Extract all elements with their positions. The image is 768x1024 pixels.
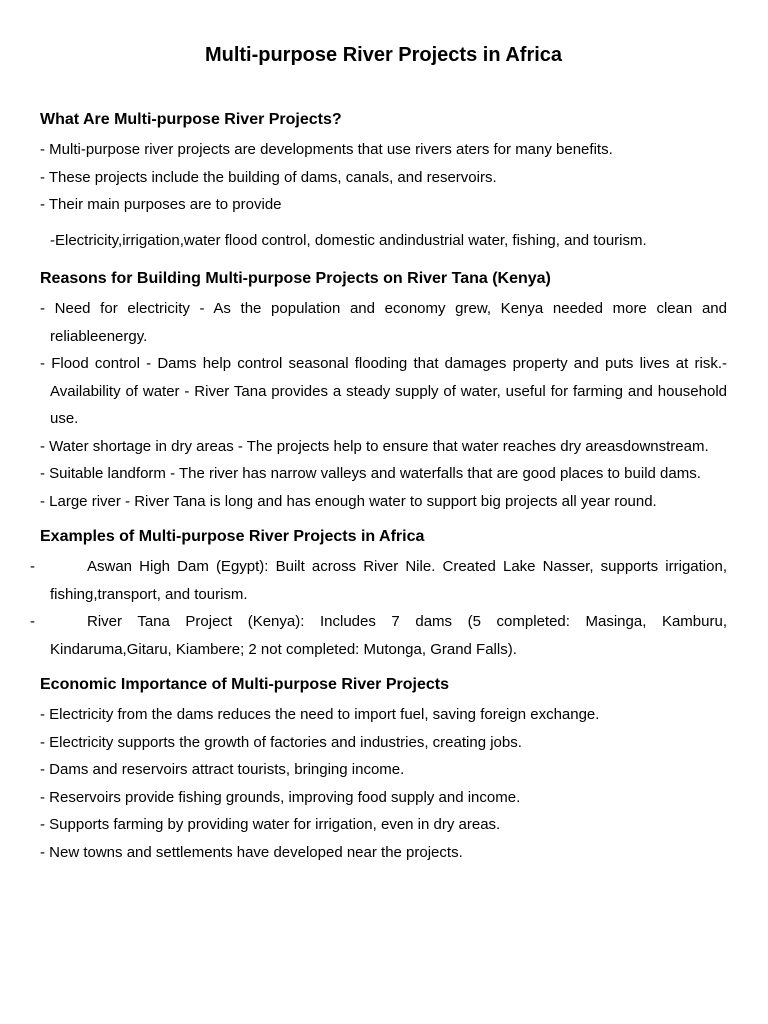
page-title: Multi-purpose River Projects in Africa xyxy=(204,44,563,66)
reasons-list xyxy=(40,295,727,515)
list-dash: - xyxy=(30,558,35,575)
list-item: - Water shortage in dry areas - The projects help to ensure that water reaches dry areasdownstream. xyxy=(40,437,709,455)
examples-list xyxy=(30,553,727,663)
list-item: - Their main purposes are to provide xyxy=(40,196,282,213)
example-text: Aswan High Dam (Egypt): Built across River Nile. Created Lake Nasser, supports irrigation, fishing,transport, and tourism. xyxy=(50,558,727,603)
list-item: - Large river - River Tana is long and has enough water to support big projects all year round. xyxy=(40,492,657,510)
section-heading-reasons: Reasons for Building Multi-purpose Projects on River Tana (Kenya) xyxy=(40,270,551,287)
definition-list xyxy=(40,136,727,219)
list-item: - Multi-purpose river projects are developments that use rivers aters for many benefits. xyxy=(40,141,613,158)
list-item: - Reservoirs provide fishing grounds, improving food supply and income. xyxy=(40,788,521,806)
list-dash: - xyxy=(30,613,35,630)
list-item: - Need for electricity - As the population and economy grew, Kenya needed more clean and reliableenergy. xyxy=(40,300,727,345)
section-heading-economic: Economic Importance of Multi-purpose River Projects xyxy=(40,676,449,693)
list-item: - Suitable landform - The river has narrow valleys and waterfalls that are good places to build dams. xyxy=(40,465,701,482)
list-item: - Flood control - Dams help control seasonal flooding that damages property and puts lives at risk.- Availability of water - River Tana provides a steady supply of water, useful for farming and household use. xyxy=(40,355,727,427)
economic-list xyxy=(40,701,727,866)
list-item: - Supports farming by providing water for irrigation, even in dry areas. xyxy=(40,816,501,833)
list-item: - Dams and reservoirs attract tourists, bringing income. xyxy=(40,761,405,778)
list-item: - New towns and settlements have developed near the projects. xyxy=(40,843,463,861)
section-heading-definition: What Are Multi-purpose River Projects? xyxy=(40,111,342,128)
list-item xyxy=(30,608,727,663)
list-item: - Electricity supports the growth of factories and industries, creating jobs. xyxy=(40,733,522,751)
list-item: - Electricity from the dams reduces the need to import fuel, saving foreign exchange. xyxy=(40,706,600,723)
section-heading-examples: Examples of Multi-purpose River Projects in Africa xyxy=(40,528,425,545)
purposes-note: -Electricity,irrigation,water flood control, domestic andindustrial water, fishing, and tourism. xyxy=(50,231,647,249)
list-item: - These projects include the building of dams, canals, and reservoirs. xyxy=(40,168,497,186)
list-item xyxy=(30,553,727,608)
example-text: River Tana Project (Kenya): Includes 7 dams (5 completed: Masinga, Kamburu, Kindaruma,Gitaru, Kiambere; 2 not completed: Mutonga, Grand Falls). xyxy=(50,613,727,658)
